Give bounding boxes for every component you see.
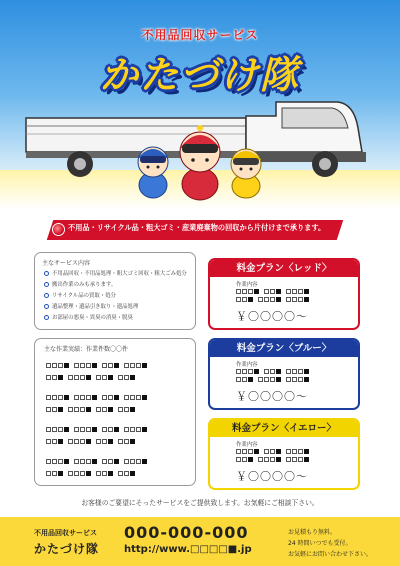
plan-title: 料金プラン〈ブルー〉: [210, 340, 358, 357]
placeholder-square-icon: [108, 439, 113, 444]
footer-url[interactable]: http://www.□□□□■.jp: [124, 544, 252, 555]
placeholder-square-icon: [130, 395, 135, 400]
placeholder-square-icon: [46, 439, 51, 444]
placeholder-square-icon: [264, 289, 269, 294]
placeholder-square-icon: [286, 369, 291, 374]
placeholder-square-icon: [270, 377, 275, 382]
services-title: 主なサービス内容: [42, 260, 91, 267]
plan-row-placeholder: [236, 376, 310, 383]
placeholder-square-icon: [286, 449, 291, 454]
circle-bullet-icon: [44, 282, 49, 287]
record-row-placeholder: [46, 458, 148, 465]
placeholder-square-icon: [248, 369, 253, 374]
placeholder-square-icon: [108, 459, 113, 464]
placeholder-square-icon: [52, 363, 57, 368]
plan-price: ￥〇〇〇〇～: [236, 310, 308, 323]
placeholder-square-icon: [292, 377, 297, 382]
placeholder-square-icon: [292, 449, 297, 454]
placeholder-square-icon: [136, 459, 141, 464]
placeholder-square-icon: [114, 459, 119, 464]
service-item: 遺品整理・遺品引き取り・遺品処理: [44, 302, 138, 310]
placeholder-square-icon: [80, 427, 85, 432]
plan-row-placeholder: [236, 288, 310, 295]
placeholder-square-icon: [142, 395, 147, 400]
footer-company-name: かたづけ隊: [34, 542, 100, 556]
placeholder-square-icon: [270, 369, 275, 374]
placeholder-square-icon: [102, 471, 107, 476]
placeholder-square-icon: [102, 407, 107, 412]
brand-logo: かたづけ隊: [99, 53, 300, 97]
placeholder-square-icon: [124, 439, 129, 444]
placeholder-square-icon: [298, 289, 303, 294]
placeholder-square-icon: [74, 407, 79, 412]
plan-card: [208, 338, 360, 410]
placeholder-square-icon: [102, 363, 107, 368]
placeholder-square-icon: [276, 377, 281, 382]
placeholder-square-icon: [124, 407, 129, 412]
placeholder-square-icon: [74, 471, 79, 476]
placeholder-square-icon: [304, 289, 309, 294]
placeholder-square-icon: [124, 459, 129, 464]
placeholder-square-icon: [58, 363, 63, 368]
placeholder-square-icon: [298, 369, 303, 374]
placeholder-square-icon: [114, 363, 119, 368]
placeholder-square-icon: [292, 457, 297, 462]
placeholder-square-icon: [52, 395, 57, 400]
placeholder-square-icon: [64, 395, 69, 400]
placeholder-square-icon: [124, 427, 129, 432]
placeholder-square-icon: [58, 427, 63, 432]
placeholder-square-icon: [258, 297, 263, 302]
placeholder-square-icon: [130, 427, 135, 432]
placeholder-square-icon: [304, 377, 309, 382]
service-subtitle: 不用品回収サービス: [141, 28, 259, 42]
placeholder-square-icon: [286, 297, 291, 302]
placeholder-square-icon: [236, 369, 241, 374]
record-title: 主な作業実績：作業件数〇〇件: [44, 346, 129, 353]
placeholder-square-icon: [74, 427, 79, 432]
placeholder-square-icon: [264, 449, 269, 454]
placeholder-square-icon: [124, 375, 129, 380]
placeholder-square-icon: [130, 459, 135, 464]
footer-note: お見積もり無料。: [288, 529, 337, 536]
placeholder-square-icon: [258, 457, 263, 462]
circle-bullet-icon: [44, 271, 49, 276]
placeholder-square-icon: [46, 459, 51, 464]
placeholder-square-icon: [102, 427, 107, 432]
placeholder-square-icon: [114, 427, 119, 432]
placeholder-square-icon: [68, 407, 73, 412]
placeholder-square-icon: [236, 289, 241, 294]
placeholder-square-icon: [68, 439, 73, 444]
placeholder-square-icon: [58, 395, 63, 400]
placeholder-square-icon: [136, 363, 141, 368]
placeholder-square-icon: [86, 375, 91, 380]
placeholder-square-icon: [242, 449, 247, 454]
placeholder-square-icon: [298, 457, 303, 462]
service-item: リサイクル品の買取・処分: [44, 291, 116, 299]
placeholder-square-icon: [80, 375, 85, 380]
plan-title: 料金プラン〈レッド〉: [210, 260, 358, 277]
plan-price: ￥〇〇〇〇～: [236, 470, 308, 483]
placeholder-square-icon: [68, 471, 73, 476]
placeholder-square-icon: [276, 289, 281, 294]
placeholder-square-icon: [96, 471, 101, 476]
placeholder-square-icon: [58, 439, 63, 444]
placeholder-square-icon: [46, 407, 51, 412]
placeholder-square-icon: [118, 375, 123, 380]
placeholder-square-icon: [270, 289, 275, 294]
placeholder-square-icon: [236, 377, 241, 382]
placeholder-square-icon: [292, 297, 297, 302]
placeholder-square-icon: [242, 289, 247, 294]
footer-company-subtitle: 不用品回収サービス: [34, 529, 97, 537]
placeholder-square-icon: [254, 289, 259, 294]
plan-title: 料金プラン〈イエロー〉: [210, 420, 358, 437]
placeholder-square-icon: [270, 297, 275, 302]
record-row-placeholder: [46, 406, 136, 413]
placeholder-square-icon: [108, 427, 113, 432]
placeholder-square-icon: [108, 375, 113, 380]
placeholder-square-icon: [136, 395, 141, 400]
placeholder-square-icon: [270, 457, 275, 462]
plan-card: [208, 258, 360, 330]
placeholder-square-icon: [130, 363, 135, 368]
placeholder-square-icon: [248, 449, 253, 454]
placeholder-square-icon: [118, 407, 123, 412]
placeholder-square-icon: [64, 459, 69, 464]
plan-row-placeholder: [236, 456, 310, 463]
plan-row-placeholder: [236, 448, 310, 455]
placeholder-square-icon: [96, 375, 101, 380]
placeholder-square-icon: [58, 459, 63, 464]
placeholder-square-icon: [242, 457, 247, 462]
record-row-placeholder: [46, 362, 148, 369]
placeholder-square-icon: [58, 375, 63, 380]
placeholder-square-icon: [264, 297, 269, 302]
placeholder-square-icon: [52, 427, 57, 432]
placeholder-square-icon: [276, 457, 281, 462]
placeholder-square-icon: [242, 297, 247, 302]
placeholder-square-icon: [92, 427, 97, 432]
placeholder-square-icon: [114, 395, 119, 400]
truck-and-mascots-illustration: [20, 82, 380, 202]
placeholder-square-icon: [242, 369, 247, 374]
placeholder-square-icon: [80, 363, 85, 368]
placeholder-square-icon: [86, 459, 91, 464]
placeholder-square-icon: [292, 369, 297, 374]
circle-bullet-icon: [44, 315, 49, 320]
placeholder-square-icon: [304, 369, 309, 374]
plan-row-placeholder: [236, 368, 310, 375]
placeholder-square-icon: [108, 407, 113, 412]
placeholder-square-icon: [254, 369, 259, 374]
placeholder-square-icon: [298, 449, 303, 454]
placeholder-square-icon: [74, 439, 79, 444]
placeholder-square-icon: [242, 377, 247, 382]
placeholder-square-icon: [80, 395, 85, 400]
placeholder-square-icon: [74, 459, 79, 464]
closing-message: お客様のご要望にそったサービスをご提供致します。お気軽にご相談下さい。: [81, 499, 319, 507]
placeholder-square-icon: [136, 427, 141, 432]
placeholder-square-icon: [276, 297, 281, 302]
plan-work-label: 作業内容: [236, 442, 258, 448]
placeholder-square-icon: [80, 407, 85, 412]
footer-note: お気軽にお問い合わせ下さい。: [288, 551, 373, 558]
placeholder-square-icon: [80, 459, 85, 464]
placeholder-square-icon: [248, 457, 253, 462]
placeholder-square-icon: [254, 449, 259, 454]
plan-price: ￥〇〇〇〇～: [236, 390, 308, 403]
placeholder-square-icon: [276, 449, 281, 454]
placeholder-square-icon: [96, 439, 101, 444]
placeholder-square-icon: [58, 471, 63, 476]
service-item: お部屋の悪臭・異臭の消臭・脱臭: [44, 313, 133, 321]
placeholder-square-icon: [298, 377, 303, 382]
placeholder-square-icon: [270, 449, 275, 454]
placeholder-square-icon: [108, 363, 113, 368]
service-item: 搬出作業のみも承ります。: [44, 280, 116, 288]
placeholder-square-icon: [86, 407, 91, 412]
placeholder-square-icon: [248, 377, 253, 382]
plan-card: [208, 418, 360, 490]
placeholder-square-icon: [236, 449, 241, 454]
placeholder-square-icon: [304, 297, 309, 302]
service-item: 不用品回収・不用品処理・粗大ゴミ回収・粗大ごみ処分: [44, 269, 187, 277]
record-row-placeholder: [46, 470, 136, 477]
placeholder-square-icon: [86, 471, 91, 476]
placeholder-square-icon: [118, 439, 123, 444]
placeholder-square-icon: [46, 471, 51, 476]
mascot-blue-icon: [138, 147, 168, 198]
placeholder-square-icon: [46, 375, 51, 380]
placeholder-square-icon: [118, 471, 123, 476]
placeholder-square-icon: [248, 289, 253, 294]
placeholder-square-icon: [130, 439, 135, 444]
placeholder-square-icon: [96, 407, 101, 412]
placeholder-square-icon: [258, 377, 263, 382]
plan-work-label: 作業内容: [236, 282, 258, 288]
placeholder-square-icon: [86, 439, 91, 444]
placeholder-square-icon: [286, 377, 291, 382]
placeholder-square-icon: [86, 427, 91, 432]
record-row-placeholder: [46, 394, 148, 401]
plan-work-label: 作業内容: [236, 362, 258, 368]
placeholder-square-icon: [108, 471, 113, 476]
placeholder-square-icon: [86, 395, 91, 400]
circle-bullet-icon: [44, 293, 49, 298]
placeholder-square-icon: [236, 457, 241, 462]
footer-note: 24 時間いつでも受付。: [288, 540, 352, 547]
placeholder-square-icon: [52, 375, 57, 380]
placeholder-square-icon: [130, 375, 135, 380]
placeholder-square-icon: [74, 375, 79, 380]
record-row-placeholder: [46, 426, 148, 433]
placeholder-square-icon: [142, 427, 147, 432]
footer-phone[interactable]: 000-000-000: [124, 523, 249, 542]
placeholder-square-icon: [92, 395, 97, 400]
placeholder-square-icon: [304, 449, 309, 454]
banner-bullet-icon: [52, 223, 65, 236]
placeholder-square-icon: [236, 297, 241, 302]
circle-bullet-icon: [44, 304, 49, 309]
placeholder-square-icon: [130, 471, 135, 476]
placeholder-square-icon: [264, 457, 269, 462]
record-row-placeholder: [46, 374, 136, 381]
placeholder-square-icon: [108, 395, 113, 400]
placeholder-square-icon: [248, 297, 253, 302]
placeholder-square-icon: [46, 395, 51, 400]
placeholder-square-icon: [124, 471, 129, 476]
placeholder-square-icon: [142, 363, 147, 368]
placeholder-square-icon: [292, 289, 297, 294]
placeholder-square-icon: [92, 363, 97, 368]
placeholder-square-icon: [52, 471, 57, 476]
record-row-placeholder: [46, 438, 136, 445]
placeholder-square-icon: [64, 427, 69, 432]
placeholder-square-icon: [286, 289, 291, 294]
placeholder-square-icon: [264, 377, 269, 382]
placeholder-square-icon: [86, 363, 91, 368]
placeholder-square-icon: [80, 439, 85, 444]
placeholder-square-icon: [130, 407, 135, 412]
placeholder-square-icon: [80, 471, 85, 476]
placeholder-square-icon: [74, 363, 79, 368]
placeholder-square-icon: [92, 459, 97, 464]
placeholder-square-icon: [52, 439, 57, 444]
placeholder-square-icon: [276, 369, 281, 374]
placeholder-square-icon: [58, 407, 63, 412]
placeholder-square-icon: [102, 439, 107, 444]
placeholder-square-icon: [304, 457, 309, 462]
placeholder-square-icon: [102, 375, 107, 380]
placeholder-square-icon: [64, 363, 69, 368]
placeholder-square-icon: [52, 459, 57, 464]
placeholder-square-icon: [298, 297, 303, 302]
placeholder-square-icon: [46, 363, 51, 368]
placeholder-square-icon: [286, 457, 291, 462]
placeholder-square-icon: [124, 395, 129, 400]
plan-row-placeholder: [236, 296, 310, 303]
placeholder-square-icon: [142, 459, 147, 464]
placeholder-square-icon: [124, 363, 129, 368]
placeholder-square-icon: [102, 459, 107, 464]
placeholder-square-icon: [68, 375, 73, 380]
intro-banner-text: 不用品・リサイクル品・粗大ゴミ・産業廃棄物の回収から片付けまで承ります。: [68, 223, 326, 232]
placeholder-square-icon: [46, 427, 51, 432]
placeholder-square-icon: [102, 395, 107, 400]
mascot-yellow-icon: [231, 149, 261, 198]
placeholder-square-icon: [264, 369, 269, 374]
placeholder-square-icon: [74, 395, 79, 400]
placeholder-square-icon: [52, 407, 57, 412]
